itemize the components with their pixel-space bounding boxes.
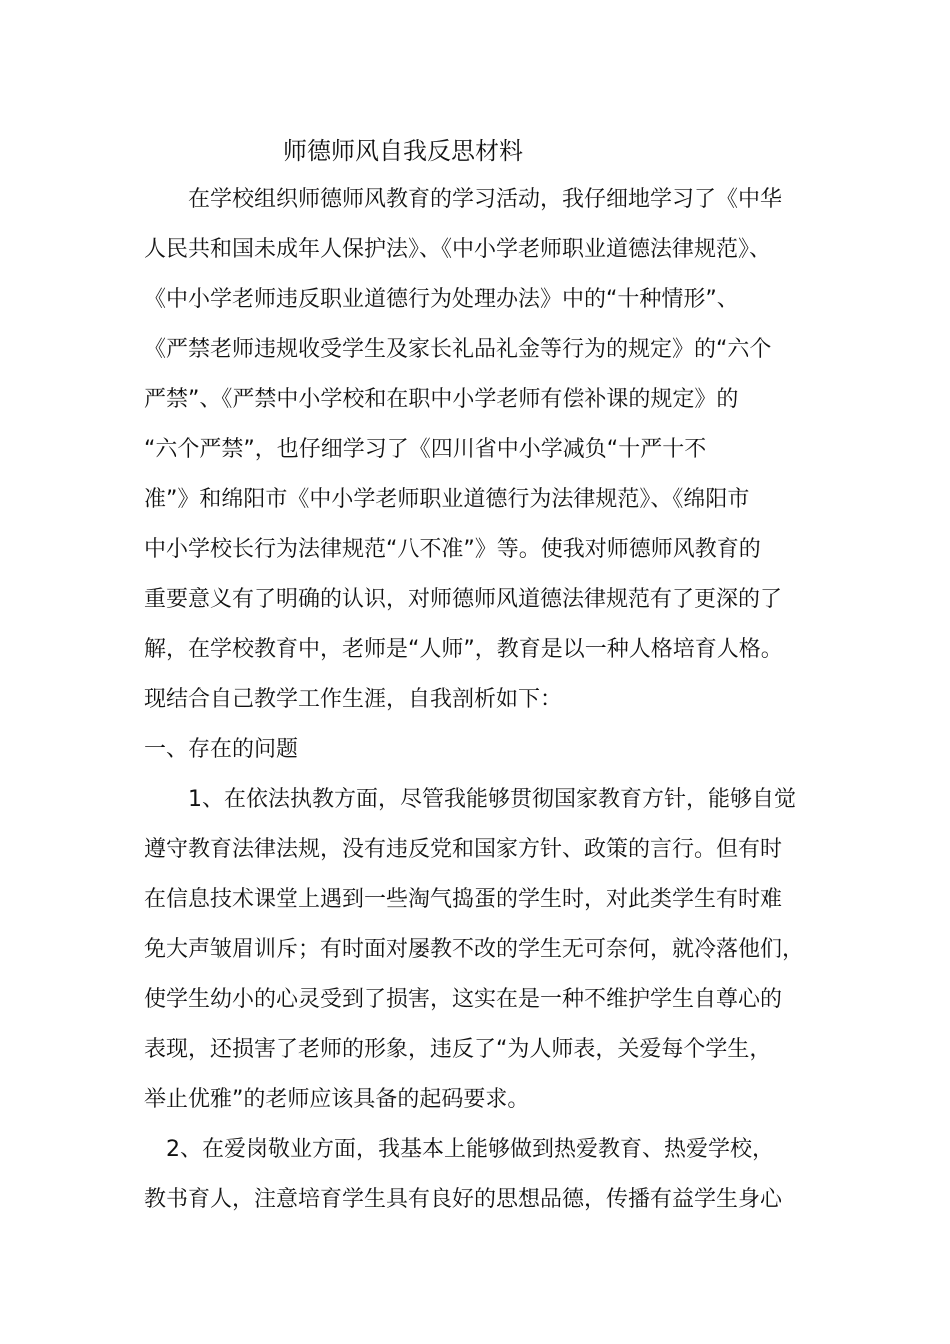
paragraph-line: 在信息技术课堂上遇到一些淘气捣蛋的学生时，对此类学生有时难 xyxy=(144,887,783,912)
paragraph-line: “六个严禁”，也仔细学习了《四川省中小学减负“十严十不 xyxy=(144,437,707,462)
paragraph-line: 2、在爱岗敬业方面，我基本上能够做到热爱教育、热爱学校， xyxy=(144,1137,774,1162)
paragraph-line: 教书育人，注意培育学生具有良好的思想品德，传播有益学生身心 xyxy=(144,1187,783,1212)
paragraph-line: 现结合自己教学工作生涯，自我剖析如下： xyxy=(144,687,563,712)
section-heading: 一、存在的问题 xyxy=(144,737,299,762)
paragraph-line: 在学校组织师德师风教育的学习活动，我仔细地学习了《中华 xyxy=(144,187,783,212)
document-title: 师德师风自我反思材料 xyxy=(283,137,523,165)
paragraph-line: 1、在依法执教方面，尽管我能够贯彻国家教育方针，能够自觉 xyxy=(144,787,796,812)
paragraph-line: 严禁”、《严禁中小学校和在职中小学老师有偿补课的规定》的 xyxy=(144,387,739,412)
paragraph-line: 解，在学校教育中，老师是“人师”，教育是以一种人格培育人格。 xyxy=(144,637,783,662)
paragraph-line: 《严禁老师违规收受学生及家长礼品礼金等行为的规定》的“六个 xyxy=(144,337,772,362)
paragraph-line: 人民共和国未成年人保护法》、《中小学老师职业道德法律规范》、 xyxy=(144,237,772,262)
paragraph-line: 遵守教育法律法规，没有违反党和国家方针、政策的言行。但有时 xyxy=(144,837,783,862)
paragraph-line: 《中小学老师违反职业道德行为处理办法》中的“十种情形”、 xyxy=(144,287,739,312)
paragraph-line: 准”》和绵阳市《中小学老师职业道德行为法律规范》、《绵阳市 xyxy=(144,487,750,512)
paragraph-line: 重要意义有了明确的认识，对师德师风道德法律规范有了更深的了 xyxy=(144,587,783,612)
paragraph-line: 免大声皱眉训斥；有时面对屡教不改的学生无可奈何，就冷落他们， xyxy=(144,937,805,962)
paragraph-line: 中小学校长行为法律规范“八不准”》等。使我对师德师风教育的 xyxy=(144,537,761,562)
paragraph-line: 举止优雅”的老师应该具备的起码要求。 xyxy=(144,1087,530,1112)
paragraph-line: 使学生幼小的心灵受到了损害，这实在是一种不维护学生自尊心的 xyxy=(144,987,783,1012)
paragraph-line: 表现，还损害了老师的形象，违反了“为人师表，关爱每个学生， xyxy=(144,1037,772,1062)
